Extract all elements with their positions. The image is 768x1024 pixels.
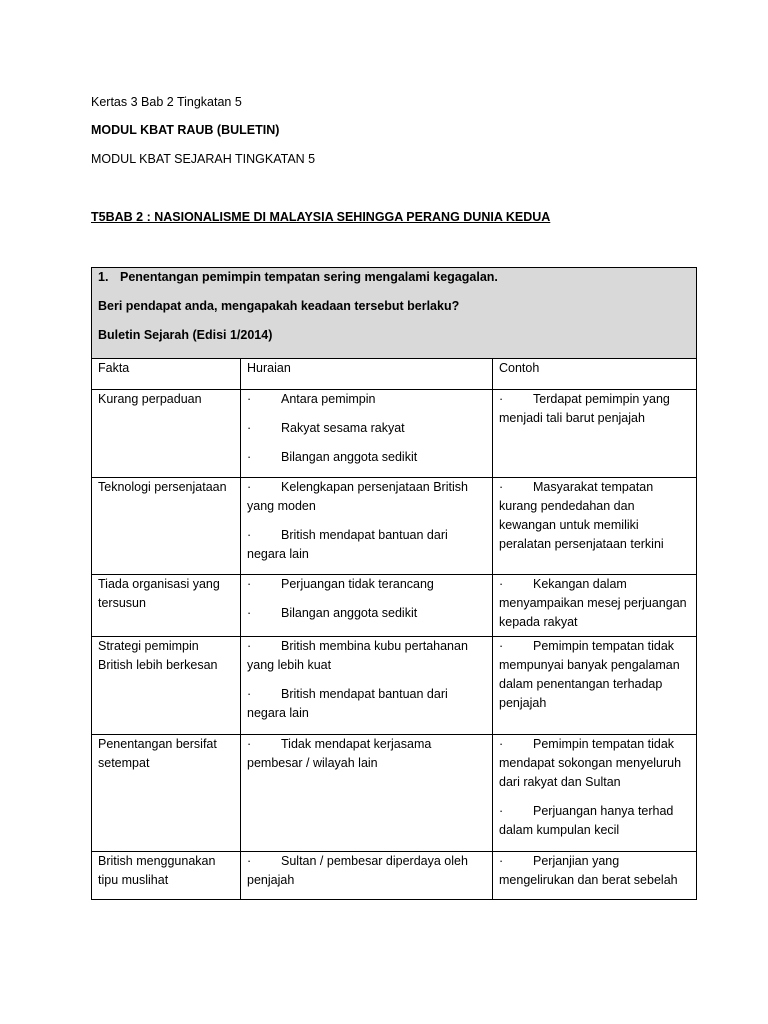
huraian-item <box>247 390 486 409</box>
huraian-item <box>247 604 486 623</box>
table-row <box>92 637 697 735</box>
huraian-item <box>247 448 486 467</box>
bullet-icon: · <box>499 737 504 751</box>
huraian-text: Perjuangan tidak terancang <box>281 577 434 591</box>
huraian-cell <box>241 637 493 735</box>
huraian-text: Kelengkapan persenjataan British yang moden <box>247 480 468 513</box>
contoh-item <box>499 575 690 632</box>
table-row <box>92 852 697 900</box>
contoh-item <box>499 637 690 713</box>
huraian-cell <box>241 478 493 575</box>
bullet-icon: · <box>247 639 252 653</box>
huraian-cell <box>241 390 493 478</box>
contoh-text: Masyarakat tempatan kurang pendedahan dan kewangan untuk memiliki peralatan persenjataan terkini <box>499 480 664 551</box>
huraian-item <box>247 526 486 564</box>
question-prompt: Beri pendapat anda, mengapakah keadaan tersebut berlaku? <box>98 299 460 313</box>
table-header-row <box>92 359 697 390</box>
table-row <box>92 575 697 637</box>
huraian-text: Bilangan anggota sedikit <box>281 606 418 620</box>
chapter-heading: T5BAB 2 : NASIONALISME DI MALAYSIA SEHINGGA PERANG DUNIA KEDUA <box>91 210 551 224</box>
question-cell <box>92 268 697 359</box>
bullet-icon: · <box>499 577 504 591</box>
table-row <box>92 390 697 478</box>
question-line <box>98 268 690 297</box>
table-row <box>92 478 697 575</box>
bullet-icon: · <box>247 392 252 406</box>
bullet-icon: · <box>247 606 252 620</box>
bullet-icon: · <box>247 577 252 591</box>
huraian-text: British mendapat bantuan dari negara lain <box>247 528 448 561</box>
contoh-text: Terdapat pemimpin yang menjadi tali barut penjajah <box>499 392 670 425</box>
huraian-cell <box>241 575 493 637</box>
bullet-icon: · <box>499 854 504 868</box>
bullet-icon: · <box>247 528 252 542</box>
module-title: MODUL KBAT RAUB (BULETIN) <box>91 123 280 137</box>
fakta-cell: Tiada organisasi yang tersusun <box>92 575 241 637</box>
huraian-item <box>247 478 486 516</box>
contoh-item <box>499 390 690 428</box>
question-source: Buletin Sejarah (Edisi 1/2014) <box>98 328 273 342</box>
contoh-item <box>499 802 690 840</box>
question-number: 1. <box>98 270 109 284</box>
contoh-text: Kekangan dalam menyampaikan mesej perjuangan kepada rakyat <box>499 577 687 629</box>
bullet-icon: · <box>247 737 252 751</box>
contoh-text: Perjanjian yang mengelirukan dan berat sebelah <box>499 854 678 887</box>
contoh-cell <box>493 735 697 852</box>
huraian-cell <box>241 852 493 900</box>
contoh-cell <box>493 575 697 637</box>
huraian-item <box>247 637 486 675</box>
huraian-text: British membina kubu pertahanan yang lebih kuat <box>247 639 468 672</box>
fakta-cell: British menggunakan tipu muslihat <box>92 852 241 900</box>
fakta-cell: Teknologi persenjataan <box>92 478 241 575</box>
contoh-text: Pemimpin tempatan tidak mendapat sokongan menyeluruh dari rakyat dan Sultan <box>499 737 682 789</box>
contoh-item <box>499 852 690 890</box>
contoh-item <box>499 735 690 792</box>
huraian-text: British mendapat bantuan dari negara lain <box>247 687 448 720</box>
bullet-icon: · <box>247 687 252 701</box>
huraian-text: Bilangan anggota sedikit <box>281 450 418 464</box>
fakta-cell: Strategi pemimpin British lebih berkesan <box>92 637 241 735</box>
contoh-cell <box>493 478 697 575</box>
bullet-icon: · <box>499 480 504 494</box>
bullet-icon: · <box>247 854 252 868</box>
contoh-cell <box>493 637 697 735</box>
huraian-text: Tidak mendapat kerjasama pembesar / wilayah lain <box>247 737 432 770</box>
bullet-icon: · <box>247 421 252 435</box>
header-contoh: Contoh <box>493 359 697 390</box>
huraian-text: Rakyat sesama rakyat <box>281 421 405 435</box>
huraian-item <box>247 685 486 723</box>
huraian-item <box>247 419 486 438</box>
contoh-cell <box>493 852 697 900</box>
huraian-item <box>247 735 486 773</box>
answer-table <box>91 267 697 900</box>
question-row <box>92 268 697 359</box>
question-text: Penentangan pemimpin tempatan sering mengalami kegagalan. <box>120 270 498 284</box>
bullet-icon: · <box>499 392 504 406</box>
bullet-icon: · <box>499 804 504 818</box>
fakta-cell: Kurang perpaduan <box>92 390 241 478</box>
huraian-cell <box>241 735 493 852</box>
contoh-cell <box>493 390 697 478</box>
fakta-cell: Penentangan bersifat setempat <box>92 735 241 852</box>
table-row <box>92 735 697 852</box>
module-subtitle: MODUL KBAT SEJARAH TINGKATAN 5 <box>91 152 316 166</box>
header-fakta: Fakta <box>92 359 241 390</box>
header-huraian: Huraian <box>241 359 493 390</box>
paper-title: Kertas 3 Bab 2 Tingkatan 5 <box>91 95 242 109</box>
contoh-text: Pemimpin tempatan tidak mempunyai banyak pengalaman dalam penentangan terhadap penjajah <box>499 639 680 710</box>
bullet-icon: · <box>247 480 252 494</box>
bullet-icon: · <box>247 450 252 464</box>
contoh-item <box>499 478 690 554</box>
huraian-text: Antara pemimpin <box>281 392 376 406</box>
huraian-text: Sultan / pembesar diperdaya oleh penjajah <box>247 854 468 887</box>
huraian-item <box>247 575 486 594</box>
huraian-item <box>247 852 486 890</box>
contoh-text: Perjuangan hanya terhad dalam kumpulan kecil <box>499 804 674 837</box>
bullet-icon: · <box>499 639 504 653</box>
